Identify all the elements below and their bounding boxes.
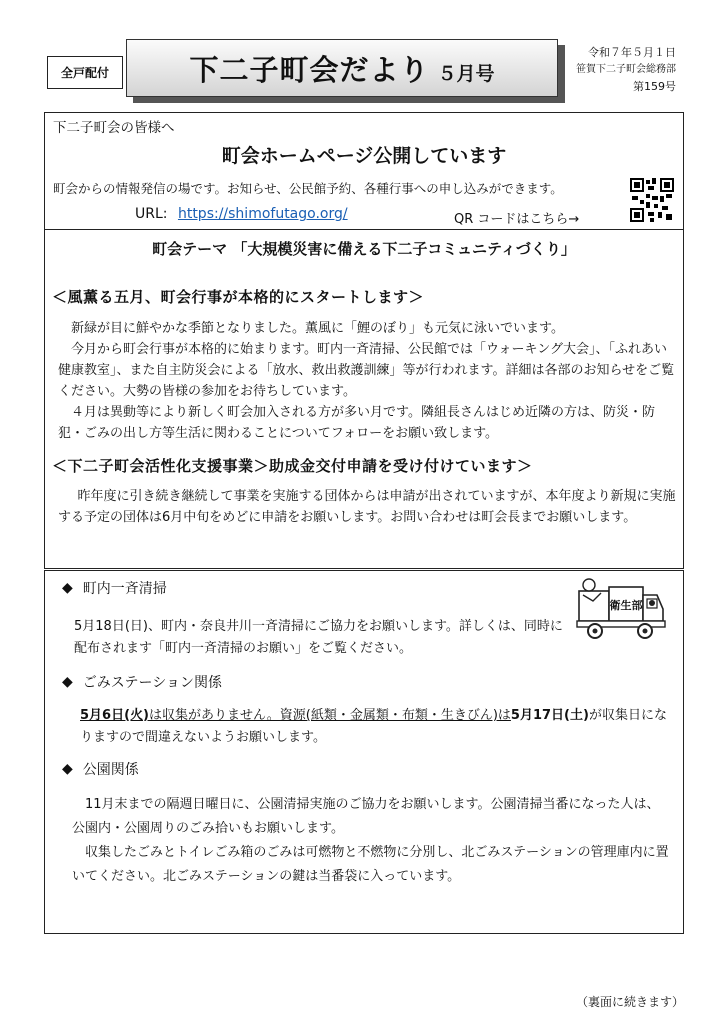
issue-number: 第159号 (633, 80, 676, 93)
diamond-bullet-icon: ◆ (62, 761, 73, 777)
section1-paragraph: ４月は異動等により新しく町会加入される方が多い月です。隣組長さんはじめ近隣の方は、防災・防犯・ごみの出し方等生活に関わることについてフォローをお願い致します。 (58, 405, 655, 441)
qr-label: QR コードはこちら→ (454, 212, 580, 227)
issue-month: ５月号 (437, 62, 495, 85)
divider (44, 229, 684, 230)
publisher: 笹賀下二子町会総務部 (576, 64, 676, 75)
park-paragraph: 収集したごみとトイレごみ箱のごみは可燃物と不燃物に分別し、北ごみステーションの管理庫内に置いてください。北ごみステーションの鍵は当番袋に入っています。 (72, 845, 669, 884)
section1-body (58, 318, 676, 444)
garbage-heading: ごみステーション関係 (82, 675, 222, 691)
theme-title: 町会テーマ 「大規模災害に備える下二子コミュニティづくり」 (152, 240, 576, 258)
section2-heading: ＜下二子町会活性化支援事業＞助成金交付申請を受け付けています＞ (52, 457, 533, 475)
section1-paragraph: 今月から町会行事が本格的に始まります。町内一斉清掃、公民館では「ウォーキング大会」、「ふれあい健康教室」、また自主防災会による「放水、救出救護訓練」等が行われます。詳細は各部のお知らせをご覧ください。大勢の皆様の参加をお待ちしています。 (58, 342, 675, 399)
continued-note: （裏面に続きます） (575, 995, 684, 1009)
garbage-text-part1: は収集がありません。資源(紙類・金属類・布類・生きびん)は (148, 708, 511, 723)
park-heading-row (62, 759, 139, 779)
newsletter-title-box (126, 39, 558, 97)
garbage-heading-row (62, 672, 222, 692)
diamond-bullet-icon: ◆ (62, 674, 73, 690)
section2-body (58, 486, 676, 528)
cleanup-heading-row (62, 578, 167, 598)
newsletter-title: 下二子町会だより (189, 52, 430, 87)
section1-heading: ＜風薫る五月、町会行事が本格的にスタートします＞ (52, 288, 425, 306)
diamond-bullet-icon: ◆ (62, 580, 73, 596)
greeting: 下二子町会の皆様へ (53, 120, 175, 136)
truck-label: 衛生部 (609, 599, 643, 612)
park-body (72, 793, 672, 889)
cleanup-text: 5月18日(日)、町内・奈良井川一斉清掃にご協力をお願いします。詳しくは、同時に配布されます「町内一斉清掃のお願い」をご覧ください。 (74, 619, 563, 656)
issue-date: 令和７年５月１日 (588, 46, 676, 59)
park-paragraph: 11月末までの隔週日曜日に、公園清掃実施のご協力をお願いします。公園清掃当番になった人は、公園内・公園周りのごみ拾いもお願いします。 (72, 797, 660, 836)
homepage-headline: 町会ホームページ公開しています (221, 145, 507, 167)
qr-code-icon[interactable] (630, 178, 674, 222)
url-row (135, 206, 348, 222)
section1-paragraph: 新緑が目に鮮やかな季節となりました。薫風に「鯉のぼり」も元気に泳いでいます。 (71, 321, 564, 336)
cleanup-heading: 町内一斉清掃 (82, 581, 167, 597)
section2-paragraph: 昨年度に引き続き継続して事業を実施する団体からは申請が出されていますが、本年度より新規に実施する予定の団体は6月中旬をめどに申請をお願いします。お問い合わせは町会長までお願いします。 (58, 489, 676, 525)
resource-collection-date: 5月17日(土) (510, 708, 589, 723)
url-label: URL: (135, 206, 168, 222)
garbage-truck-icon (575, 575, 667, 643)
header-meta (572, 44, 676, 95)
garbage-text (80, 705, 676, 749)
distribution-badge: 全戸配付 (47, 56, 123, 89)
garbage-text-part2: が収集日になりますので間違えないようお願いします。 (80, 708, 667, 745)
park-heading: 公園関係 (82, 762, 139, 778)
homepage-link[interactable]: https://shimofutago.org/ (177, 206, 348, 222)
homepage-description: 町会からの情報発信の場です。お知らせ、公民館予約、各種行事への申し込みができます。 (53, 181, 563, 196)
no-collection-date: 5月6日(火) (80, 708, 149, 723)
